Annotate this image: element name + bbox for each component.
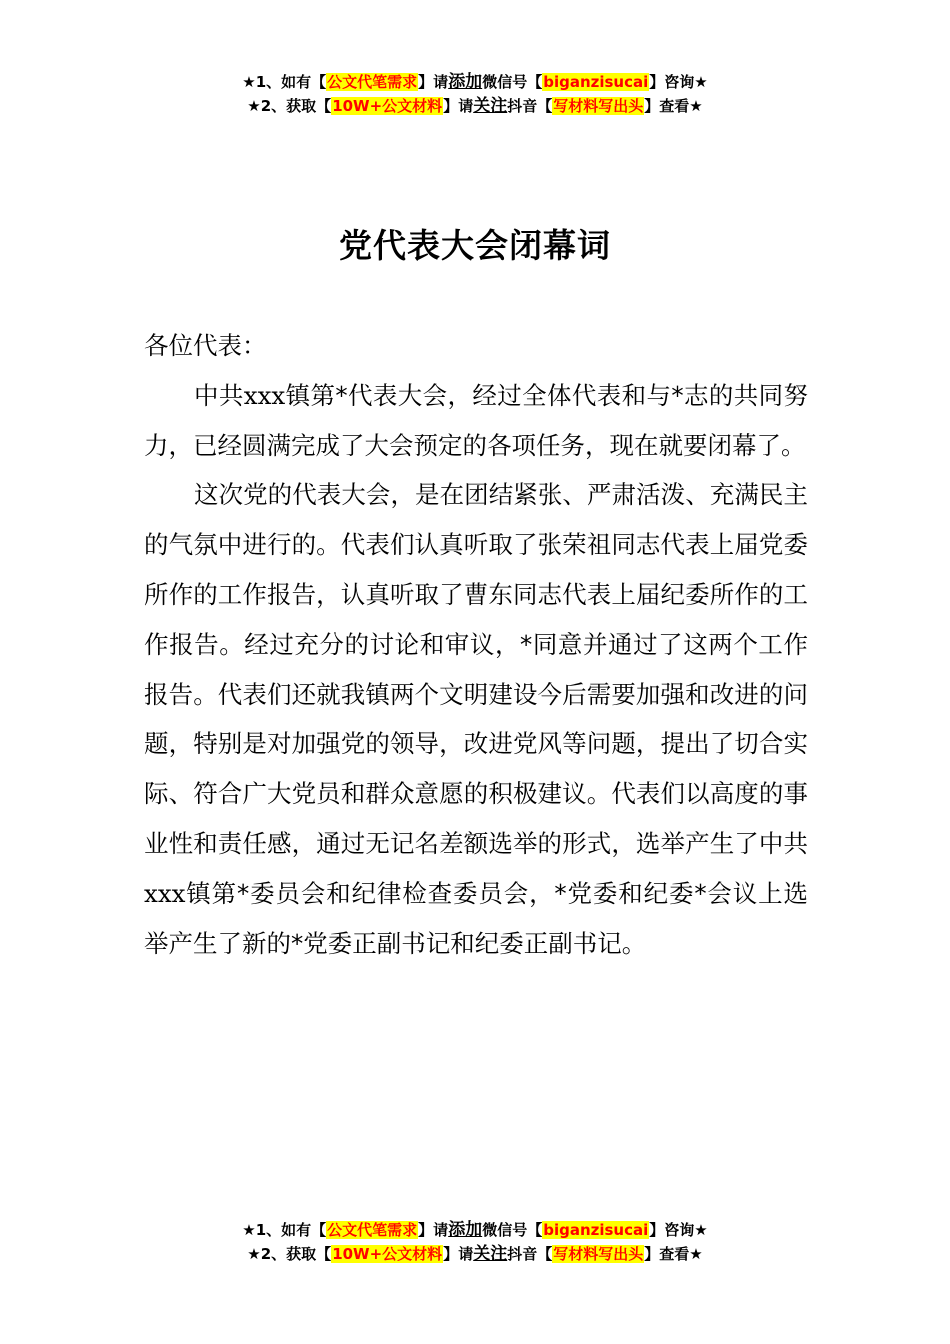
promo-footer	[0, 1218, 950, 1266]
promo-highlight: 10W+公文材料	[332, 97, 443, 115]
promo-text: 】查看★	[644, 1245, 703, 1263]
promo-line-1	[0, 1218, 950, 1242]
promo-text: 】请	[418, 73, 449, 91]
salutation: 各位代表：	[144, 331, 267, 360]
promo-text: 微信号【	[482, 73, 543, 91]
promo-text: 抖音【	[507, 1245, 553, 1263]
promo-text: ★1、如有【	[242, 1221, 327, 1239]
paragraph-text: 这次党的代表大会，是在团结紧张、严肃活泼、充满民主的气氛中进行的。代表们认真听取了张荣祖同志代表上届党委所作的工作报告，认真听取了曹东同志代表上届纪委所作的工作报告。经过充分的讨论和审议，*同意并通过了这两个工作报告。代表们还就我镇两个文明建设今后需要加强和改进的问题，特别是对加强党的领导，改进党风等问题，提出了切合实际、符合广大党员和群众意愿的积极建议。代表们以高度的事业性和责任感，通过无记名差额选举的形式，选举产生了中共	[144, 480, 808, 858]
promo-douyin-id: 写材料写出头	[553, 1245, 644, 1263]
promo-highlight: 公文代笔需求	[327, 1221, 418, 1239]
promo-text: 】请	[418, 1221, 449, 1239]
promo-text: 】咨询★	[649, 1221, 708, 1239]
paragraph-1	[144, 371, 808, 471]
promo-text: 】咨询★	[649, 73, 708, 91]
promo-line-1	[0, 70, 950, 94]
paragraph-2	[144, 470, 808, 968]
promo-emphasis: 添加	[448, 1220, 483, 1240]
paragraph-text: 镇第*委员会和纪律检查委员会，*党委和纪委*会议上选举产生了新的*党委正副书记和纪委正副书记。	[144, 878, 808, 958]
promo-line-2	[0, 94, 950, 118]
promo-text: ★1、如有【	[242, 73, 327, 91]
promo-emphasis: 关注	[473, 1244, 508, 1264]
paragraph-text: 镇第*代表大会，经过全体代表和与*志的共同努力，已经圆满完成了大会预定的各项任务，现在就要闭幕了。	[144, 380, 809, 460]
promo-highlight: 10W+公文材料	[332, 1245, 443, 1263]
promo-emphasis: 关注	[473, 96, 508, 116]
promo-line-2	[0, 1242, 950, 1266]
paragraph-text: 中共	[194, 380, 244, 410]
promo-text: 】请	[443, 1245, 474, 1263]
promo-text: 】请	[443, 97, 474, 115]
promo-text: ★2、获取【	[247, 97, 332, 115]
promo-wechat-id: biganzisucai	[543, 1221, 649, 1239]
promo-douyin-id: 写材料写出头	[553, 97, 644, 115]
promo-text: 微信号【	[482, 1221, 543, 1239]
document-body	[144, 321, 808, 968]
document-title: 党代表大会闭幕词	[339, 226, 611, 265]
town-placeholder: xxx	[144, 878, 186, 908]
promo-emphasis: 添加	[448, 72, 483, 92]
promo-text: ★2、获取【	[247, 1245, 332, 1263]
promo-header	[0, 70, 950, 118]
town-placeholder: xxx	[243, 380, 286, 410]
promo-highlight: 公文代笔需求	[327, 73, 418, 91]
promo-wechat-id: biganzisucai	[543, 73, 649, 91]
promo-text: 抖音【	[507, 97, 553, 115]
promo-text: 】查看★	[644, 97, 703, 115]
